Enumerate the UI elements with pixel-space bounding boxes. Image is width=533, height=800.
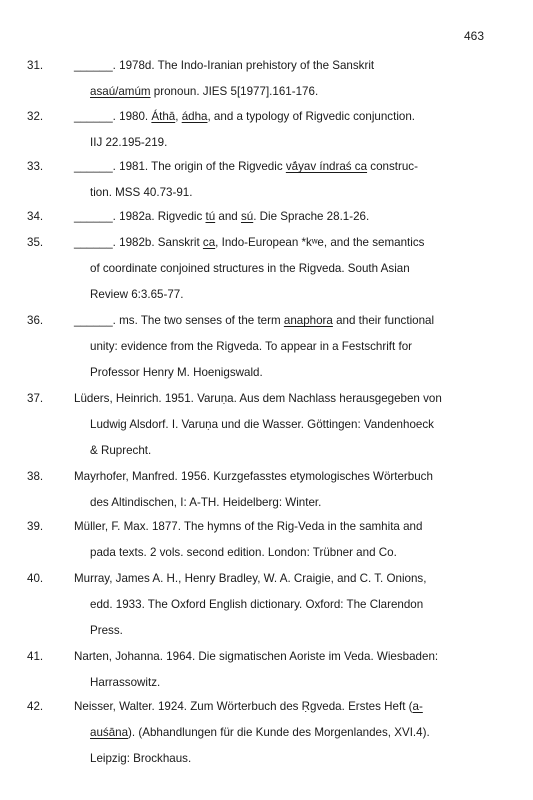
entry-line: Leipzig: Brockhaus. — [90, 752, 192, 765]
entry-line: of coordinate conjoined structures in the Rigveda. South Asian — [90, 262, 410, 275]
entry-line: Mayrhofer, Manfred. 1956. Kurzgefasstes etymologisches Wörterbuch — [74, 470, 433, 483]
entry-number: 31. — [27, 59, 44, 72]
entry-number: 33. — [27, 160, 44, 173]
entry-line: ______. 1981. The origin of the Rigvedic vā́yav índraś ca construc- — [74, 160, 418, 173]
entry-number: 40. — [27, 572, 44, 585]
entry-number: 37. — [27, 392, 44, 405]
entry-line: ______. 1982b. Sanskrit ca, Indo-European *kʷe, and the semantics — [74, 236, 425, 249]
entry-line: ______. 1978d. The Indo-Iranian prehistory of the Sanskrit — [74, 59, 375, 72]
entry-line: ______. 1982a. Rigvedic tú and sú. Die Sprache 28.1-26. — [74, 210, 370, 223]
entry-line: IIJ 22.195-219. — [90, 136, 168, 149]
entry-number: 38. — [27, 470, 44, 483]
entry-number: 41. — [27, 650, 44, 663]
entry-line: Narten, Johanna. 1964. Die sigmatischen Aoriste im Veda. Wiesbaden: — [74, 650, 439, 663]
entry-number: 32. — [27, 110, 44, 123]
entry-line: Review 6:3.65-77. — [90, 288, 184, 301]
entry-line: Ludwig Alsdorf. I. Varuṇa und die Wasser. Göttingen: Vandenhoeck — [90, 418, 434, 431]
page-number: 463 — [463, 29, 484, 43]
entry-number: 34. — [27, 210, 44, 223]
entry-line: & Ruprecht. — [90, 444, 152, 457]
entry-line: auśāna). (Abhandlungen für die Kunde des Morgenlandes, XVI.4). — [90, 726, 430, 739]
entry-line: tion. MSS 40.73-91. — [90, 186, 193, 199]
entry-line: ______. ms. The two senses of the term anaphora and their functional — [74, 314, 435, 327]
entry-line: Professor Henry M. Hoenigswald. — [90, 366, 263, 379]
entry-line: Murray, James A. H., Henry Bradley, W. A. Craigie, and C. T. Onions, — [74, 572, 427, 585]
entry-number: 42. — [27, 700, 44, 713]
entry-line: des Altindischen, I: A-TH. Heidelberg: Winter. — [90, 496, 322, 509]
entry-number: 35. — [27, 236, 44, 249]
entry-line: edd. 1933. The Oxford English dictionary. Oxford: The Clarendon — [90, 598, 424, 611]
entry-number: 36. — [27, 314, 44, 327]
entry-line: ______. 1980. Áthā, ádha, and a typology of Rigvedic conjunction. — [74, 110, 416, 123]
entry-line: Neisser, Walter. 1924. Zum Wörterbuch des Ṛgveda. Erstes Heft (a- — [74, 700, 423, 713]
entry-line: unity: evidence from the Rigveda. To appear in a Festschrift for — [90, 340, 412, 353]
entry-line: Harrassowitz. — [90, 676, 161, 689]
entry-line: Press. — [90, 624, 123, 637]
entry-line: Müller, F. Max. 1877. The hymns of the Rig-Veda in the samhita and — [74, 520, 423, 533]
entry-line: asaú/amúm pronoun. JIES 5[1977].161-176. — [90, 85, 319, 98]
entry-line: Lüders, Heinrich. 1951. Varuṇa. Aus dem Nachlass herausgegeben von — [74, 392, 442, 405]
entry-number: 39. — [27, 520, 44, 533]
entry-line: pada texts. 2 vols. second edition. London: Trübner and Co. — [90, 546, 397, 559]
